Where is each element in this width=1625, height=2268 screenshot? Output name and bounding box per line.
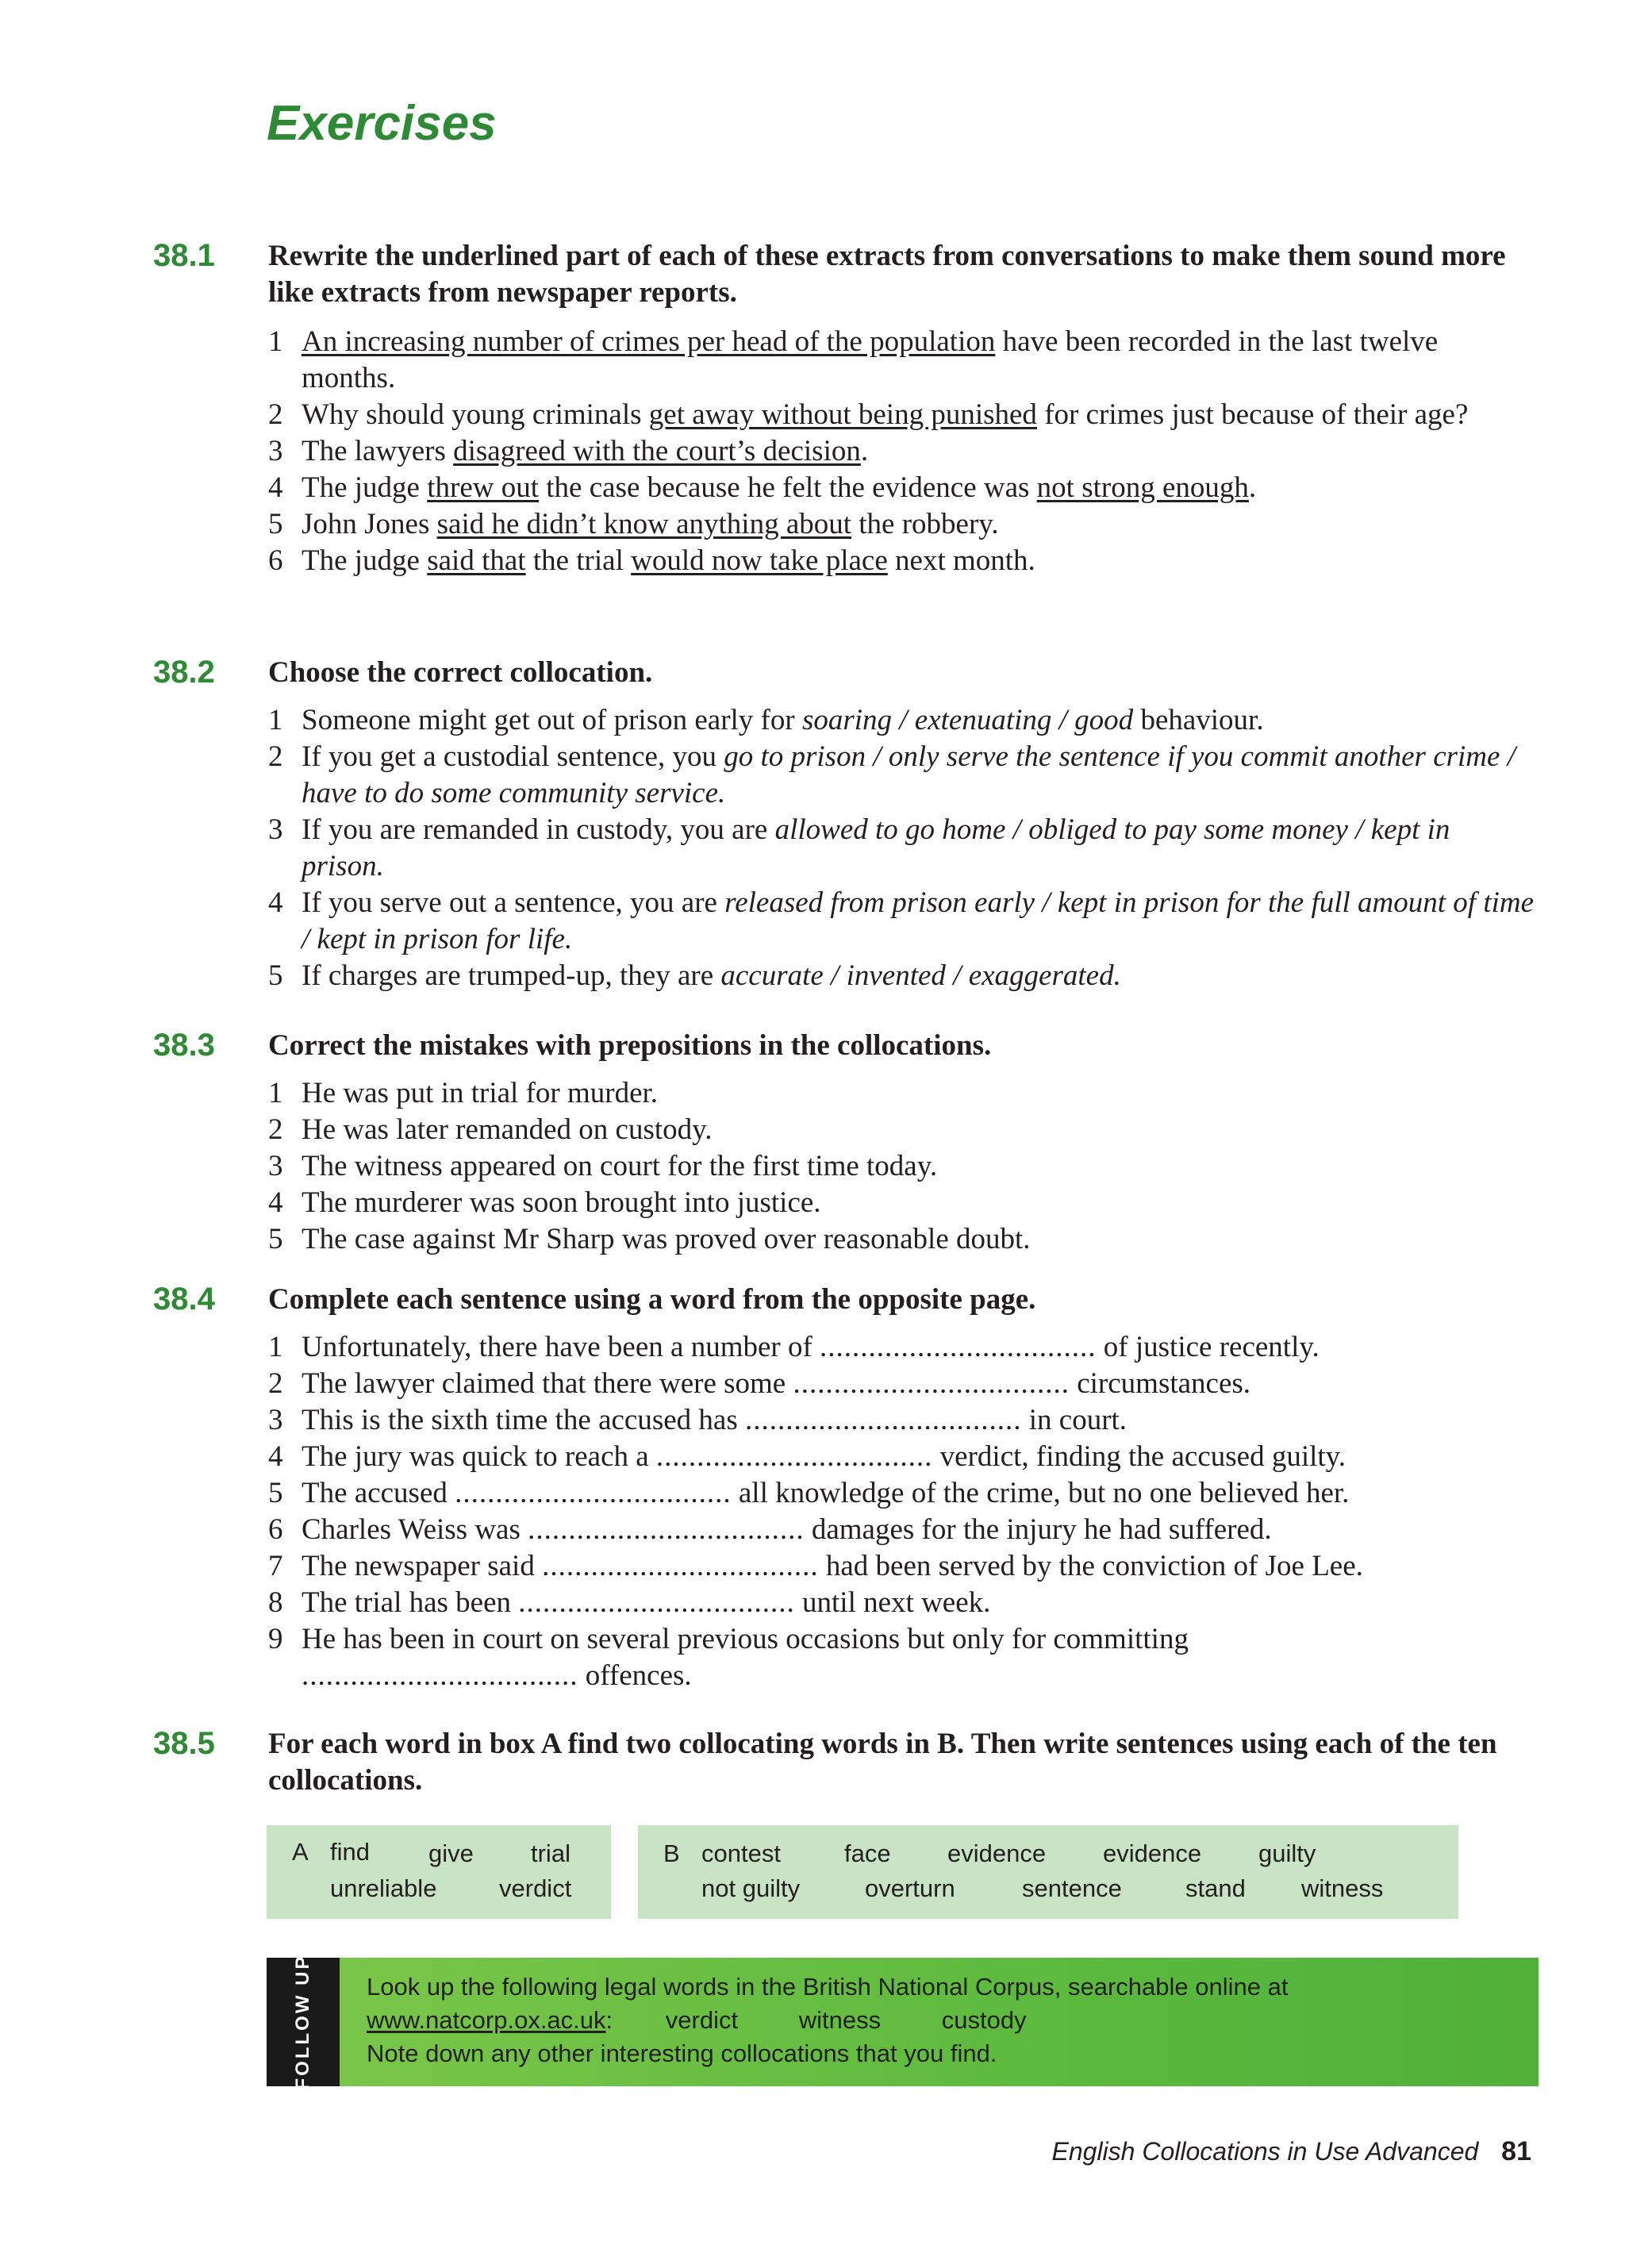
- box-word: verdict: [499, 1874, 572, 1902]
- list-item: 7 The newspaper said .................................. had been served by the conviction of Joe Lee.: [268, 1550, 1363, 1582]
- list-item: 1 He was put in trial for murder.: [268, 1077, 659, 1109]
- exercise-number: 38.5: [153, 1726, 215, 1761]
- box-word: stand: [1185, 1874, 1246, 1902]
- box-word: unreliable: [330, 1874, 437, 1902]
- follow-up-text: Look up the following legal words in the British National Corpus, searchable online at www.natcorp.ox.ac.uk: verdict witness custody Note down any other interesting collocations that you find.: [367, 1973, 1289, 2067]
- item-list: [268, 324, 1538, 579]
- corpus-link[interactable]: www.natcorp.ox.ac.uk: [367, 2006, 606, 2034]
- word-box-b: [638, 1825, 1458, 1919]
- box-word: contest: [701, 1839, 781, 1867]
- list-item: 1 Someone might get out of prison early for soaring / extenuating / good behaviour.: [268, 704, 1264, 736]
- list-item: 4 The murderer was soon brought into justice.: [268, 1186, 821, 1219]
- box-label: A: [292, 1838, 309, 1866]
- list-item: 2 He was later remanded on custody.: [268, 1113, 713, 1146]
- follow-up-tab: FOLLOW UP: [267, 1958, 340, 2086]
- list-item: 5 The accused .................................. all knowledge of the crime, but no one believed her.: [268, 1477, 1350, 1509]
- list-item: 5 The case against Mr Sharp was proved over reasonable doubt.: [268, 1223, 1031, 1255]
- list-item: 2 The lawyer claimed that there were some .................................. circumstances.: [268, 1367, 1251, 1400]
- page-footer: [1052, 2136, 1532, 2167]
- follow-word: verdict: [665, 2006, 739, 2034]
- list-item: 6 Charles Weiss was .................................. damages for the injury he had suffered.: [268, 1513, 1272, 1546]
- list-item: 2 If you get a custodial sentence, you go to prison / only serve the sentence if you commit another crime / have to do some community service.: [268, 740, 1516, 809]
- answer-blank[interactable]: ..................................: [655, 1440, 933, 1473]
- box-word: evidence: [947, 1839, 1047, 1867]
- exercise-instruction: Choose the correct collocation.: [268, 656, 653, 689]
- exercise-instruction: For each word in box A find two collocating words in B. Then write sentences using each of the ten collocations.: [268, 1728, 1497, 1797]
- follow-word: witness: [798, 2006, 882, 2034]
- box-word: evidence: [1103, 1839, 1202, 1867]
- page-title: Exercises: [267, 96, 497, 151]
- list-item: 3 The lawyers disagreed with the court’s decision.: [268, 435, 869, 467]
- list-item: 4 The judge threw out the case because he felt the evidence was not strong enough.: [268, 471, 1257, 504]
- answer-blank[interactable]: ..................................: [518, 1586, 795, 1619]
- word-box-a: [267, 1825, 611, 1919]
- list-item: 2 Why should young criminals get away without being punished for crimes just because of their age?: [268, 398, 1469, 431]
- exercise-instruction: Rewrite the underlined part of each of these extracts from conversations to make them sound more like extracts from newspaper reports.: [268, 240, 1506, 309]
- exercise-number: 38.3: [153, 1028, 215, 1063]
- answer-blank[interactable]: ..................................: [302, 1659, 578, 1692]
- box-word: give: [428, 1839, 474, 1867]
- list-item: 8 The trial has been .................................. until next week.: [268, 1586, 991, 1619]
- page-number: 81: [1501, 2136, 1531, 2166]
- book-title: English Collocations in Use Advanced: [1051, 2137, 1479, 2166]
- follow-word: custody: [941, 2006, 1027, 2034]
- exercise-number: 38.2: [153, 655, 215, 690]
- list-item: 1 Unfortunately, there have been a number of .................................. of justice recently.: [268, 1331, 1320, 1363]
- box-word: sentence: [1022, 1874, 1122, 1902]
- list-item: 4 If you serve out a sentence, you are released from prison early / kept in prison for the full amount of time / kept in prison for life.: [268, 886, 1535, 955]
- list-item: 9 He has been in court on several previous occasions but only for committing .................................. offences.: [268, 1623, 1189, 1692]
- box-word: face: [844, 1839, 891, 1867]
- exercise-number: 38.1: [153, 238, 215, 273]
- list-item: 1 An increasing number of crimes per head of the population have been recorded in the last twelve months.: [268, 325, 1439, 394]
- exercise-instruction: Complete each sentence using a word from the opposite page.: [268, 1283, 1036, 1316]
- box-word: find: [330, 1838, 370, 1866]
- answer-blank[interactable]: ..................................: [455, 1477, 732, 1509]
- list-item: 3 This is the sixth time the accused has .................................. in court.: [268, 1404, 1128, 1436]
- answer-blank[interactable]: ..................................: [820, 1331, 1097, 1363]
- answer-blank[interactable]: ..................................: [745, 1404, 1022, 1436]
- list-item: 5 John Jones said he didn’t know anything about the robbery.: [268, 508, 999, 540]
- box-word: not guilty: [701, 1874, 801, 1902]
- item-list: [268, 1075, 1538, 1258]
- box-word: witness: [1301, 1874, 1384, 1902]
- list-item: 3 The witness appeared on court for the first time today.: [268, 1150, 938, 1182]
- list-item: 4 The jury was quick to reach a .................................. verdict, finding the accused guilty.: [268, 1440, 1346, 1473]
- answer-blank[interactable]: ..................................: [528, 1513, 805, 1546]
- answer-blank[interactable]: ..................................: [542, 1550, 819, 1582]
- list-item: 5 If charges are trumped-up, they are accurate / invented / exaggerated.: [268, 959, 1121, 992]
- box-label: B: [663, 1839, 680, 1867]
- follow-up-box: [267, 1954, 1539, 2090]
- item-list: [268, 702, 1538, 994]
- box-word: trial: [531, 1839, 570, 1867]
- box-word: overturn: [865, 1874, 955, 1902]
- box-word: guilty: [1258, 1839, 1316, 1867]
- answer-blank[interactable]: ..................................: [793, 1367, 1070, 1400]
- exercise-instruction: Correct the mistakes with prepositions in the collocations.: [268, 1029, 992, 1062]
- item-list: [268, 1329, 1538, 1694]
- list-item: 3 If you are remanded in custody, you are allowed to go home / obliged to pay some money / kept in prison.: [268, 813, 1450, 882]
- list-item: 6 The judge said that the trial would now take place next month.: [268, 544, 1035, 577]
- exercise-number: 38.4: [153, 1282, 215, 1317]
